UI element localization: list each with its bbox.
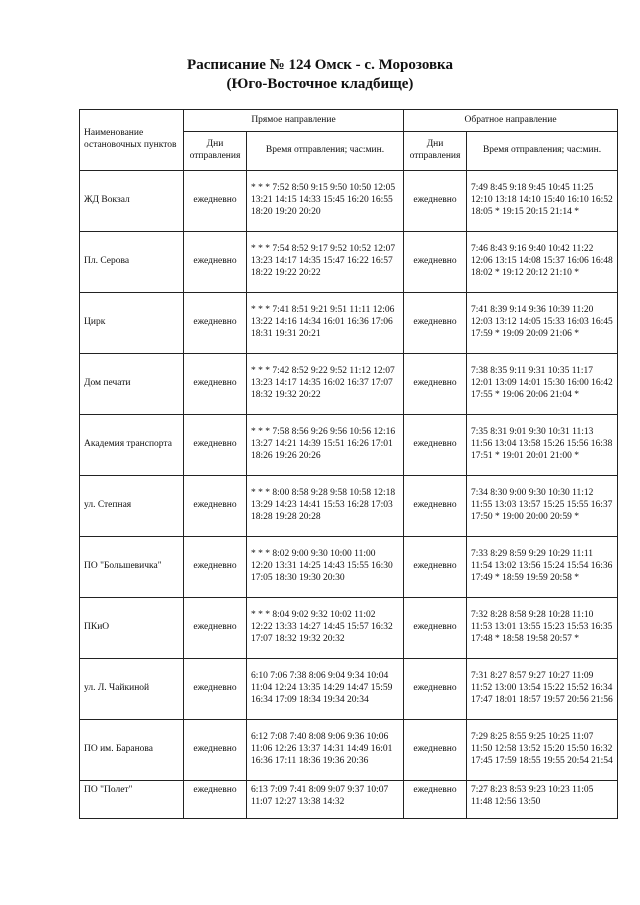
forward-times-cell: 6:13 7:09 7:41 8:09 9:07 9:37 10:07 11:07 12:27 13:38 14:32 bbox=[247, 781, 404, 819]
stop-name-cell: Пл. Серова bbox=[80, 232, 184, 293]
forward-times-cell: * * * 7:41 8:51 9:21 9:51 11:11 12:06 13:22 14:16 14:34 16:01 16:36 17:06 18:31 19:31 20:21 bbox=[247, 293, 404, 354]
backward-times-cell: 7:41 8:39 9:14 9:36 10:39 11:20 12:03 13:12 14:05 15:33 16:03 16:45 17:59 * 19:09 20:09 21:06 * bbox=[467, 293, 618, 354]
forward-days-cell: ежедневно bbox=[184, 598, 247, 659]
forward-times-cell: 6:10 7:06 7:38 8:06 9:04 9:34 10:04 11:04 12:24 13:35 14:29 14:47 15:59 16:34 17:09 18:34 19:34 20:34 bbox=[247, 659, 404, 720]
table-row bbox=[80, 537, 618, 598]
stop-name-cell: ул. Степная bbox=[80, 476, 184, 537]
forward-days-cell: ежедневно bbox=[184, 171, 247, 232]
stop-name-cell: ПКиО bbox=[80, 598, 184, 659]
table-row bbox=[80, 781, 618, 819]
forward-times-cell: * * * 7:42 8:52 9:22 9:52 11:12 12:07 13:23 14:17 14:35 16:02 16:37 17:07 18:32 19:32 20:22 bbox=[247, 354, 404, 415]
forward-time-header: Время отправления; час:мин. bbox=[247, 132, 404, 171]
backward-direction-header: Обратное направление bbox=[404, 110, 618, 132]
backward-time-header: Время отправления; час:мин. bbox=[467, 132, 618, 171]
stop-name-cell: Цирк bbox=[80, 293, 184, 354]
stop-name-cell: Дом печати bbox=[80, 354, 184, 415]
table-row bbox=[80, 720, 618, 781]
backward-days-cell: ежедневно bbox=[404, 171, 467, 232]
table-row bbox=[80, 598, 618, 659]
forward-times-cell: * * * 7:58 8:56 9:26 9:56 10:56 12:16 13:27 14:21 14:39 15:51 16:26 17:01 18:26 19:26 20:26 bbox=[247, 415, 404, 476]
stop-name-cell: ПО им. Баранова bbox=[80, 720, 184, 781]
backward-times-cell: 7:34 8:30 9:00 9:30 10:30 11:12 11:55 13:03 13:57 15:25 15:55 16:37 17:50 * 19:00 20:00 20:59 * bbox=[467, 476, 618, 537]
stop-name-cell: ЖД Вокзал bbox=[80, 171, 184, 232]
forward-times-cell: * * * 7:54 8:52 9:17 9:52 10:52 12:07 13:23 14:17 14:35 15:47 16:22 16:57 18:22 19:22 20:22 bbox=[247, 232, 404, 293]
stop-name-cell: Академия транспорта bbox=[80, 415, 184, 476]
table-row bbox=[80, 476, 618, 537]
table-row bbox=[80, 354, 618, 415]
backward-days-cell: ежедневно bbox=[404, 537, 467, 598]
schedule-subtitle: (Юго-Восточное кладбище) bbox=[226, 76, 414, 92]
backward-times-cell: 7:27 8:23 8:53 9:23 10:23 11:05 11:48 12:56 13:50 bbox=[467, 781, 618, 819]
backward-days-cell: ежедневно bbox=[404, 293, 467, 354]
forward-days-cell: ежедневно bbox=[184, 476, 247, 537]
forward-days-cell: ежедневно bbox=[184, 354, 247, 415]
backward-days-header: Дни отправления bbox=[404, 132, 467, 171]
backward-times-cell: 7:38 8:35 9:11 9:31 10:35 11:17 12:01 13:09 14:01 15:30 16:00 16:42 17:55 * 19:06 20:06 21:04 * bbox=[467, 354, 618, 415]
stop-name-header: Наименование остановочных пунктов bbox=[80, 110, 184, 171]
stop-name-cell: ул. Л. Чайкиной bbox=[80, 659, 184, 720]
backward-days-cell: ежедневно bbox=[404, 659, 467, 720]
forward-days-cell: ежедневно bbox=[184, 232, 247, 293]
backward-times-cell: 7:29 8:25 8:55 9:25 10:25 11:07 11:50 12:58 13:52 15:20 15:50 16:32 17:45 17:59 18:55 19:55 20:54 21:54 bbox=[467, 720, 618, 781]
backward-times-cell: 7:31 8:27 8:57 9:27 10:27 11:09 11:52 13:00 13:54 15:22 15:52 16:34 17:47 18:01 18:57 19:57 20:56 21:56 bbox=[467, 659, 618, 720]
backward-times-cell: 7:46 8:43 9:16 9:40 10:42 11:22 12:06 13:15 14:08 15:37 16:06 16:48 18:02 * 19:12 20:12 21:10 * bbox=[467, 232, 618, 293]
schedule-title: Расписание № 124 Омск - с. Морозовка bbox=[187, 57, 453, 73]
forward-days-cell: ежедневно bbox=[184, 720, 247, 781]
backward-days-cell: ежедневно bbox=[404, 781, 467, 819]
forward-times-cell: * * * 7:52 8:50 9:15 9:50 10:50 12:05 13:21 14:15 14:33 15:45 16:20 16:55 18:20 19:20 20:20 bbox=[247, 171, 404, 232]
backward-days-cell: ежедневно bbox=[404, 415, 467, 476]
forward-days-header: Дни отправления bbox=[184, 132, 247, 171]
backward-times-cell: 7:33 8:29 8:59 9:29 10:29 11:11 11:54 13:02 13:56 15:24 15:54 16:36 17:49 * 18:59 19:59 20:58 * bbox=[467, 537, 618, 598]
backward-days-cell: ежедневно bbox=[404, 476, 467, 537]
forward-times-cell: * * * 8:02 9:00 9:30 10:00 11:00 12:20 13:31 14:25 14:43 15:55 16:30 17:05 18:30 19:30 20:30 bbox=[247, 537, 404, 598]
stop-name-cell: ПО "Полет" bbox=[80, 781, 184, 819]
backward-times-cell: 7:49 8:45 9:18 9:45 10:45 11:25 12:10 13:18 14:10 15:40 16:10 16:52 18:05 * 19:15 20:15 21:14 * bbox=[467, 171, 618, 232]
forward-direction-header: Прямое направление bbox=[184, 110, 404, 132]
forward-times-cell: * * * 8:04 9:02 9:32 10:02 11:02 12:22 13:33 14:27 14:45 15:57 16:32 17:07 18:32 19:32 20:32 bbox=[247, 598, 404, 659]
backward-days-cell: ежедневно bbox=[404, 232, 467, 293]
forward-days-cell: ежедневно bbox=[184, 781, 247, 819]
forward-days-cell: ежедневно bbox=[184, 415, 247, 476]
table-row bbox=[80, 232, 618, 293]
stop-name-cell: ПО "Большевичка" bbox=[80, 537, 184, 598]
forward-days-cell: ежедневно bbox=[184, 659, 247, 720]
schedule-table bbox=[79, 109, 618, 819]
forward-times-cell: 6:12 7:08 7:40 8:08 9:06 9:36 10:06 11:06 12:26 13:37 14:31 14:49 16:01 16:36 17:11 18:36 19:36 20:36 bbox=[247, 720, 404, 781]
table-row bbox=[80, 659, 618, 720]
table-row bbox=[80, 171, 618, 232]
backward-days-cell: ежедневно bbox=[404, 598, 467, 659]
backward-days-cell: ежедневно bbox=[404, 720, 467, 781]
backward-times-cell: 7:32 8:28 8:58 9:28 10:28 11:10 11:53 13:01 13:55 15:23 15:53 16:35 17:48 * 18:58 19:58 20:57 * bbox=[467, 598, 618, 659]
table-row bbox=[80, 415, 618, 476]
forward-days-cell: ежедневно bbox=[184, 293, 247, 354]
backward-days-cell: ежедневно bbox=[404, 354, 467, 415]
forward-days-cell: ежедневно bbox=[184, 537, 247, 598]
backward-times-cell: 7:35 8:31 9:01 9:30 10:31 11:13 11:56 13:04 13:58 15:26 15:56 16:38 17:51 * 19:01 20:01 21:00 * bbox=[467, 415, 618, 476]
table-row bbox=[80, 293, 618, 354]
forward-times-cell: * * * 8:00 8:58 9:28 9:58 10:58 12:18 13:29 14:23 14:41 15:53 16:28 17:03 18:28 19:28 20:28 bbox=[247, 476, 404, 537]
